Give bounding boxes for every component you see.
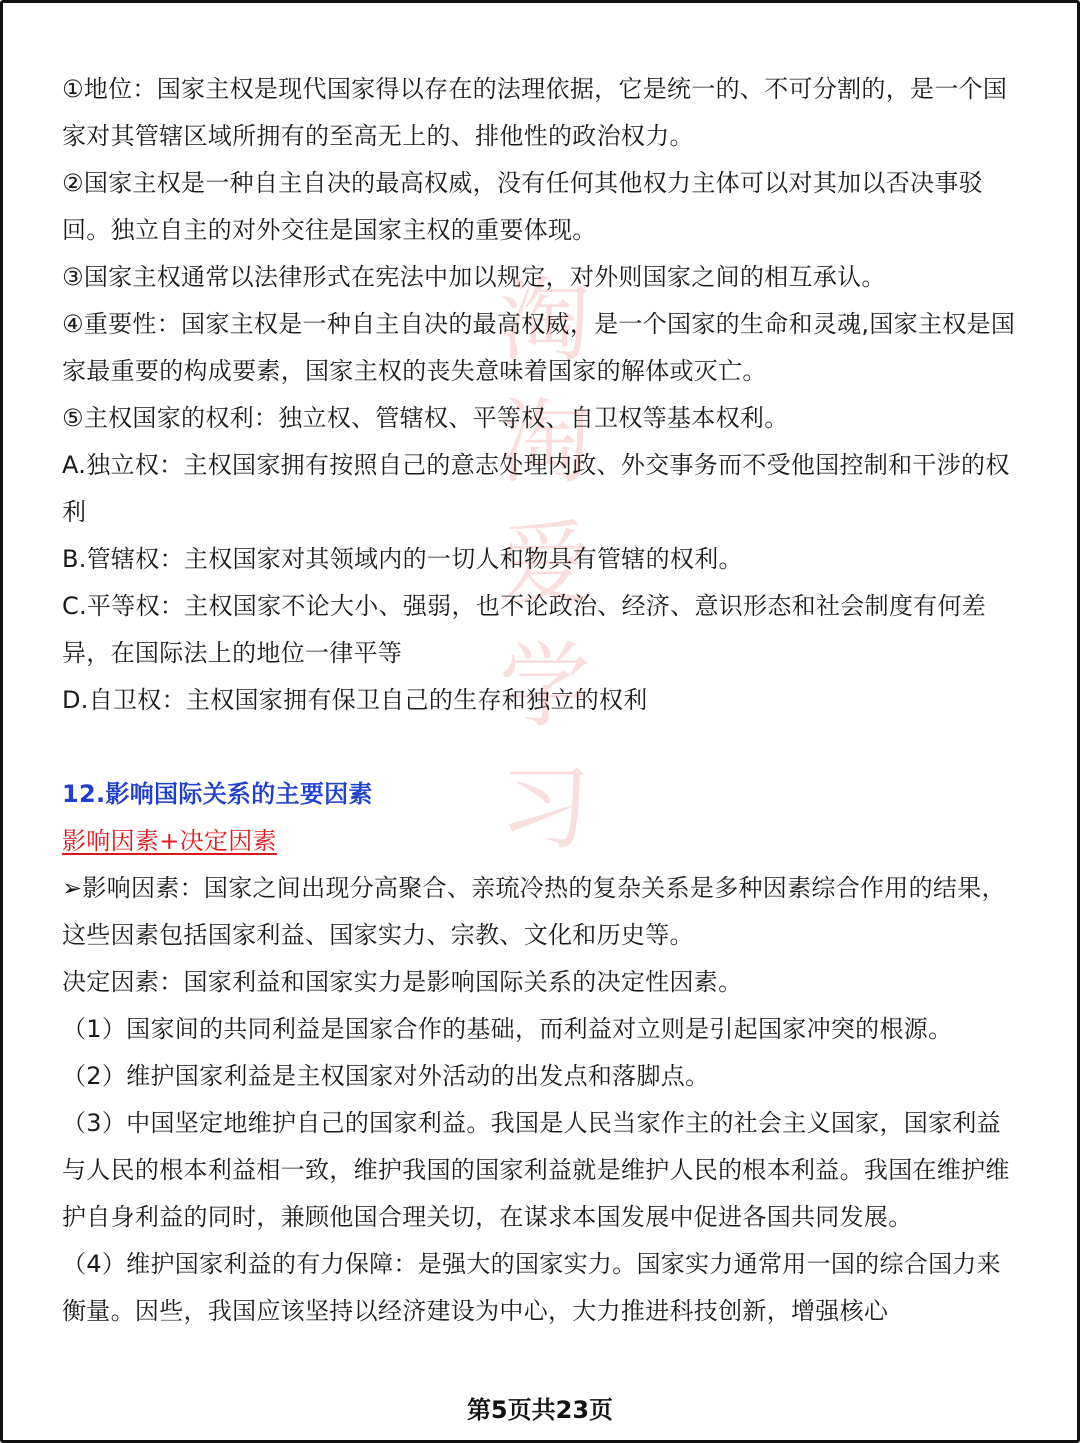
section-gap (62, 724, 1022, 771)
watermark-char: 学 (498, 633, 591, 740)
paragraph-right-b: B.管辖权：主权国家对其领域内的一切人和物具有管辖的权利。 (62, 545, 743, 573)
paragraph-legal-form: ③国家主权通常以法律形式在宪法中加以规定，对外则国家之间的相互承认。 (62, 263, 886, 291)
watermark-char: 淘 (498, 389, 591, 496)
paragraph-point-4: （4）维护国家利益的有力保障：是强大的国家实力。国家实力通常用一国的综合国力来衡量。因些，我国应该坚持以经济建设为中心，大力推进科技创新，增强核心 (62, 1250, 1001, 1325)
paragraph-right-d: D.自卫权：主权国家拥有保卫自己的生存和独立的权利 (62, 686, 648, 714)
section-heading: 12.影响国际关系的主要因素 (62, 780, 373, 808)
paragraph-rights: ⑤主权国家的权利：独立权、管辖权、平等权、自卫权等基本权利。 (62, 404, 789, 432)
watermark-char: 淘 (498, 267, 591, 374)
paragraph-right-c: C.平等权：主权国家不论大小、强弱，也不论政治、经济、意识形态和社会制度有何差异，在国际法上的地位一律平等 (62, 592, 987, 667)
paragraph-influence: ➢影响因素：国家之间出现分高聚合、亲琉冷热的复杂关系是多种因素综合作用的结果，这些因素包括国家利益、国家实力、宗教、文化和历史等。 (62, 874, 1006, 949)
watermark-char: 爱 (498, 511, 591, 618)
paragraph-point-1: （1）国家间的共同利益是国家合作的基础，而利益对立则是引起国家冲突的根源。 (62, 1015, 953, 1043)
paragraph-point-3: （3）中国坚定地维护自己的国家利益。我国是人民当家作主的社会主义国家，国家利益与人民的根本利益相一致，维护我国的国家利益就是维护人民的根本利益。我国在维护维护自身利益的同时，兼顾他国合理关切，在谋求本国发展中促进各国共同发展。 (62, 1109, 1010, 1231)
paragraph-authority: ②国家主权是一种自主自决的最高权威，没有任何其他权力主体可以对其加以否决事驳回。独立自主的对外交往是国家主权的重要体现。 (62, 169, 983, 244)
paragraph-point-2: （2）维护国家利益是主权国家对外活动的出发点和落脚点。 (62, 1062, 710, 1090)
paragraph-right-a: A.独立权：主权国家拥有按照自己的意志处理内政、外交事务而不受他国控制和干涉的权利 (62, 451, 1010, 526)
watermark-char: 习 (498, 755, 591, 862)
document-body (62, 66, 1022, 1335)
section-subheading: 影响因素+决定因素 (62, 827, 277, 855)
paragraph-decisive: 决定因素：国家利益和国家实力是影响国际关系的决定性因素。 (62, 968, 743, 996)
paragraph-status: ①地位：国家主权是现代国家得以存在的法理依据，它是统一的、不可分割的，是一个国家对其管辖区域所拥有的至高无上的、排他性的政治权力。 (62, 75, 1008, 150)
page-number: 第5页共23页 (466, 1396, 614, 1424)
paragraph-importance: ④重要性：国家主权是一种自主自决的最高权威，是一个国家的生命和灵魂,国家主权是国家最重要的构成要素，国家主权的丧失意味着国家的解体或灭亡。 (62, 310, 1016, 385)
